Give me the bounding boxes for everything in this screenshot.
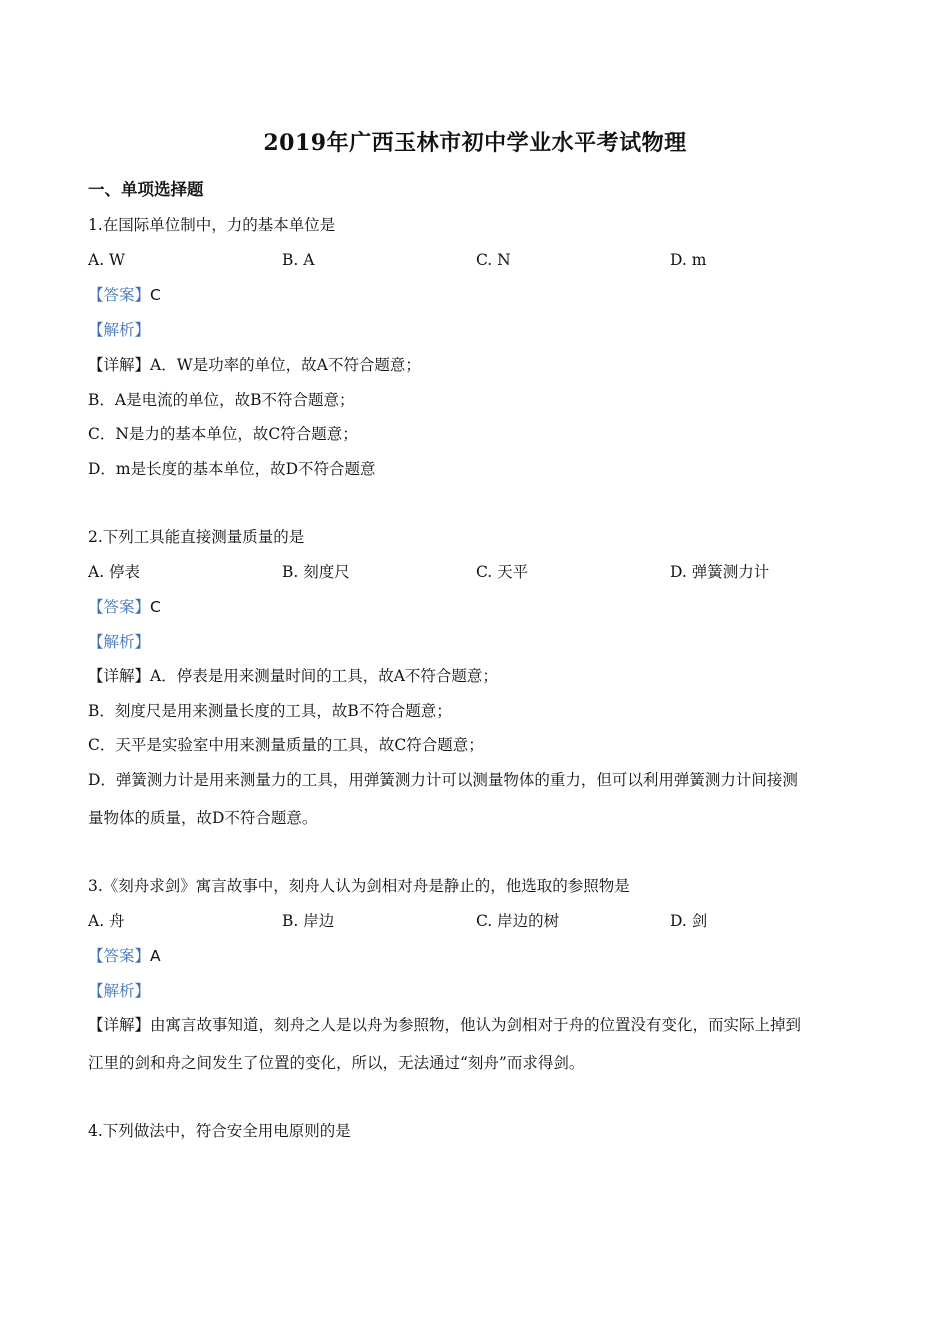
q3-option-b: B. 岸边 (282, 912, 335, 930)
q3-answer (88, 945, 161, 967)
q2-option-a: A. 停表 (88, 563, 141, 581)
q2-option-d: D. 弹簧测力计 (670, 563, 770, 581)
q3-detail-line: 【详解】由寓言故事知道，刻舟之人是以舟为参照物，他认为剑相对于舟的位置没有变化，而实际上掉到 (88, 1016, 802, 1034)
answer-tag: 【答案】 (88, 598, 151, 616)
q2-detail-line: C．天平是实验室中用来测量质量的工具，故C符合题意； (88, 736, 484, 754)
answer-value: C (150, 598, 161, 616)
section-heading: 一、单项选择题 (88, 180, 204, 199)
answer-tag: 【答案】 (88, 947, 151, 965)
q3-detail-line: 江里的剑和舟之间发生了位置的变化，所以，无法通过“刻舟”而求得剑。 (88, 1054, 585, 1072)
q2-analysis-tag: 【解析】 (88, 633, 151, 651)
q3-option-a: A. 舟 (88, 912, 125, 930)
q2-detail-line: B．刻度尺是用来测量长度的工具，故B不符合题意； (88, 702, 452, 720)
answer-value: A (150, 947, 161, 965)
q2-detail-line: 【详解】A．停表是用来测量时间的工具，故A不符合题意； (88, 667, 498, 685)
question-4-stem: 4.下列做法中，符合安全用电原则的是 (88, 1122, 351, 1140)
answer-value: C (150, 286, 161, 304)
q1-detail-line: D．m是长度的基本单位，故D不符合题意 (88, 460, 376, 478)
question-1-stem: 1.在国际单位制中，力的基本单位是 (88, 216, 336, 234)
q1-detail-line: 【详解】A．W是功率的单位，故A不符合题意； (88, 356, 421, 374)
q1-option-b: B. A (282, 251, 315, 269)
question-3-stem: 3.《刻舟求剑》寓言故事中，刻舟人认为剑相对舟是静止的，他选取的参照物是 (88, 877, 630, 895)
q2-detail-line: D．弹簧测力计是用来测量力的工具，用弹簧测力计可以测量物体的重力，但可以利用弹簧测力计间接测 (88, 771, 798, 789)
q1-analysis-tag: 【解析】 (88, 321, 151, 339)
q3-analysis-tag: 【解析】 (88, 982, 151, 1000)
q1-option-c: C. N (476, 251, 511, 269)
answer-tag: 【答案】 (88, 286, 151, 304)
q1-answer (88, 284, 161, 306)
q1-detail-line: C．N是力的基本单位，故C符合题意； (88, 425, 358, 443)
question-2-stem: 2.下列工具能直接测量质量的是 (88, 528, 305, 546)
q2-option-c: C. 天平 (476, 563, 529, 581)
q1-option-d: D. m (670, 251, 707, 269)
q2-option-b: B. 刻度尺 (282, 563, 350, 581)
page-title: 2019年广西玉林市初中学业水平考试物理 (263, 130, 687, 156)
q3-option-d: D. 剑 (670, 912, 708, 930)
q1-option-a: A. W (88, 251, 125, 269)
q2-detail-line: 量物体的质量，故D不符合题意。 (88, 809, 318, 827)
q1-detail-line: B．A是电流的单位，故B不符合题意； (88, 391, 355, 409)
q3-option-c: C. 岸边的树 (476, 912, 560, 930)
q2-answer (88, 596, 161, 618)
detail-tag: 【详解】 (88, 356, 151, 374)
detail-tag: 【详解】 (88, 667, 151, 685)
detail-tag: 【详解】 (88, 1016, 151, 1034)
